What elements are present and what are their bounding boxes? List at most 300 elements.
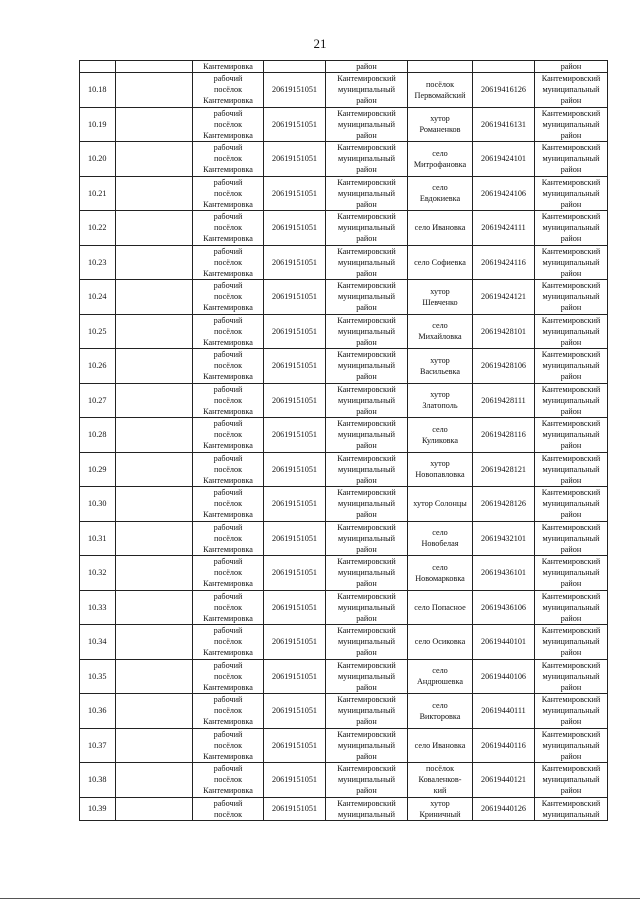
table-row — [80, 142, 608, 177]
cell-settlement-code: 20619151051 — [264, 142, 326, 177]
cell-line: рабочий — [213, 143, 243, 153]
cell-line: район — [560, 648, 582, 658]
cell-line: посёлок — [213, 706, 243, 716]
cell-place-name — [408, 556, 473, 591]
cell-line: Кантемировка — [203, 682, 253, 692]
cell-place-code: 20619440116 — [473, 728, 535, 763]
cell-line: посёлок — [213, 533, 243, 543]
cell-line: Евдокиевка — [419, 194, 461, 204]
cell-line: Кантемировский — [337, 798, 396, 808]
cell-row-number: 10.34 — [80, 625, 116, 660]
cell-line: посёлок — [213, 430, 243, 440]
cell-line: Кантемировский — [337, 315, 396, 325]
cell-blank-column — [116, 797, 193, 820]
cell-place-name — [408, 659, 473, 694]
cell-line: Кантемировский — [541, 522, 601, 532]
cell-line: Кантемировский — [541, 660, 601, 670]
cell-line: муниципальный — [338, 257, 395, 267]
cell-line: Кантемировский — [337, 384, 396, 394]
cell-blank-column — [116, 521, 193, 556]
table-row — [80, 590, 608, 625]
cell-settlement-name — [193, 142, 264, 177]
cell-line: Кантемировка — [203, 544, 253, 554]
cell-line: район — [356, 544, 377, 554]
cell-row-number: 10.19 — [80, 107, 116, 142]
cell-line: Кантемировка — [203, 268, 253, 278]
cell-settlement-code: 20619151051 — [264, 211, 326, 246]
cell-line: Кантемировский — [337, 591, 396, 601]
cell-line: Кантемировский — [337, 695, 396, 705]
cell-settlement-code: 20619151051 — [264, 176, 326, 211]
cell-settlement-name — [193, 797, 264, 820]
cell-line: рабочий — [213, 591, 243, 601]
cell-line: Кантемировский — [541, 74, 601, 84]
cell-district-name — [326, 728, 408, 763]
cell-row-number: 10.31 — [80, 521, 116, 556]
cell-line: хутор — [430, 355, 450, 365]
cell-line: Кантемировка — [203, 717, 253, 727]
cell-place-name — [408, 418, 473, 453]
cell-line: Кантемировка — [203, 475, 253, 485]
cell-district-name — [326, 176, 408, 211]
cell-line: район — [560, 717, 582, 727]
cell-line: Кантемировский — [541, 315, 601, 325]
cell-line: Кантемировский — [337, 281, 396, 291]
cell-line: Кантемировский — [541, 453, 601, 463]
cell-line: рабочий — [213, 695, 243, 705]
cell-line: Кантемировский — [541, 591, 601, 601]
cell-line: рабочий — [213, 488, 243, 498]
cell-settlement-name: Кантемировка — [193, 61, 264, 73]
cell-line: рабочий — [213, 384, 243, 394]
cell-settlement-code: 20619151051 — [264, 590, 326, 625]
cell-settlement-name — [193, 349, 264, 384]
cell-settlement-name — [193, 107, 264, 142]
cell-district-name — [326, 314, 408, 349]
cell-line: муниципальный — [542, 809, 600, 819]
cell-line: Кантемировский — [337, 108, 396, 118]
cell-line: муниципальный — [338, 775, 395, 785]
cell-line: муниципальный — [542, 568, 600, 578]
cell-row-number: 10.28 — [80, 418, 116, 453]
cell-settlement-code: 20619151051 — [264, 521, 326, 556]
table-row — [80, 349, 608, 384]
cell-line: Криничный — [419, 809, 461, 819]
cell-row-number: 10.21 — [80, 176, 116, 211]
cell-line: Кантемировский — [337, 660, 396, 670]
cell-district-name — [326, 590, 408, 625]
cell-line: район — [356, 717, 377, 727]
cell-line: Новомарковка — [415, 573, 465, 583]
cell-place-code: 20619428121 — [473, 452, 535, 487]
cell-line: рабочий — [213, 281, 243, 291]
cell-district-name — [326, 280, 408, 315]
cell-line: муниципальный — [338, 740, 395, 750]
table-row — [80, 211, 608, 246]
cell-place-name — [408, 61, 473, 73]
page-bottom-rule — [0, 898, 640, 899]
cell-settlement-code: 20619151051 — [264, 625, 326, 660]
cell-line: кий — [433, 786, 447, 796]
cell-settlement-name — [193, 763, 264, 798]
cell-line: посёлок — [425, 764, 455, 774]
cell-place-district — [535, 625, 608, 660]
cell-line: Кантемировский — [337, 557, 396, 567]
cell-place-district — [535, 107, 608, 142]
cell-line: Кантемировский — [541, 246, 601, 256]
cell-line: район — [560, 337, 582, 347]
cell-settlement-code: 20619151051 — [264, 107, 326, 142]
cell-row-number: 10.38 — [80, 763, 116, 798]
cell-line: муниципальный — [542, 154, 600, 164]
cell-row-number: 10.22 — [80, 211, 116, 246]
cell-line: село — [432, 700, 448, 710]
cell-line: район — [560, 682, 582, 692]
cell-settlement-code: 20619151051 — [264, 763, 326, 798]
cell-line: село Софиевка — [414, 257, 466, 267]
cell-line: муниципальный — [338, 223, 395, 233]
cell-row-number: 10.33 — [80, 590, 116, 625]
cell-line: Кантемировка — [203, 337, 253, 347]
cell-line: Кантемировка — [203, 441, 253, 451]
cell-line: район — [356, 475, 377, 485]
table-row — [80, 728, 608, 763]
cell-line: муниципальный — [338, 637, 395, 647]
cell-place-district — [535, 142, 608, 177]
cell-settlement-code: 20619151051 — [264, 280, 326, 315]
cell-place-name — [408, 590, 473, 625]
cell-line: муниципальный — [542, 257, 600, 267]
cell-place-name — [408, 728, 473, 763]
cell-place-code: 20619436106 — [473, 590, 535, 625]
cell-line: Кантемировка — [203, 648, 253, 658]
cell-line: Кантемировский — [541, 729, 601, 739]
cell-line: село Ивановка — [414, 740, 466, 750]
cell-line: посёлок — [425, 79, 455, 89]
cell-district-name — [326, 418, 408, 453]
cell-row-number: 10.37 — [80, 728, 116, 763]
cell-line: Кантемировский — [337, 488, 396, 498]
cell-district-name — [326, 211, 408, 246]
cell-settlement-code: 20619151051 — [264, 728, 326, 763]
cell-line: рабочий — [213, 660, 243, 670]
cell-line: Кантемировка — [203, 372, 253, 382]
cell-line: хутор — [430, 390, 450, 400]
cell-place-district — [535, 694, 608, 729]
cell-line: район — [356, 96, 377, 106]
cell-line: Кантемировка — [203, 165, 253, 175]
cell-line: муниципальный — [338, 361, 395, 371]
cell-line: Кантемировский — [337, 74, 396, 84]
cell-line: село Ивановка — [414, 223, 466, 233]
cell-line: хутор — [430, 459, 450, 469]
cell-line: район — [356, 613, 377, 623]
cell-place-code: 20619428111 — [473, 383, 535, 418]
cell-place-name — [408, 211, 473, 246]
cell-line: Кантемировский — [541, 488, 601, 498]
cell-district-name — [326, 487, 408, 522]
cell-line: Кантемировский — [337, 453, 396, 463]
cell-line: муниципальный — [542, 188, 600, 198]
cell-place-code: 20619428116 — [473, 418, 535, 453]
table-row — [80, 659, 608, 694]
cell-line: посёлок — [213, 637, 243, 647]
cell-settlement-name — [193, 694, 264, 729]
cell-district-name — [326, 245, 408, 280]
cell-line: район — [560, 268, 582, 278]
cell-place-code: 20619424101 — [473, 142, 535, 177]
cell-line: район — [560, 441, 582, 451]
cell-line: Коваленков- — [418, 775, 462, 785]
cell-place-district — [535, 590, 608, 625]
cell-line: посёлок — [213, 464, 243, 474]
cell-blank-column — [116, 418, 193, 453]
cell-settlement-name — [193, 521, 264, 556]
cell-line: муниципальный — [542, 706, 600, 716]
cell-place-code: 20619440126 — [473, 797, 535, 820]
cell-place-code: 20619428101 — [473, 314, 535, 349]
cell-district-name — [326, 142, 408, 177]
cell-line: Кантемировский — [541, 764, 601, 774]
table-row — [80, 280, 608, 315]
cell-blank-column — [116, 142, 193, 177]
cell-district-name — [326, 694, 408, 729]
cell-line: Новобелая — [421, 539, 459, 549]
cell-settlement-name — [193, 383, 264, 418]
cell-line: посёлок — [213, 119, 243, 129]
cell-line: Кантемировка — [203, 579, 253, 589]
cell-line: муниципальный — [338, 706, 395, 716]
cell-line: село — [432, 148, 448, 158]
table-row — [80, 763, 608, 798]
cell-line: Кантемировка — [203, 96, 253, 106]
cell-line: Романенков — [419, 125, 461, 135]
cell-line: Кантемировский — [337, 143, 396, 153]
cell-place-district — [535, 556, 608, 591]
cell-line: рабочий — [213, 764, 243, 774]
cell-line: рабочий — [213, 350, 243, 360]
cell-line: Шевченко — [422, 297, 458, 307]
cell-place-code: 20619424106 — [473, 176, 535, 211]
cell-line: Новопавловка — [415, 470, 465, 480]
cell-line: муниципальный — [338, 188, 395, 198]
cell-line: рабочий — [213, 246, 243, 256]
cell-blank-column — [116, 280, 193, 315]
cell-place-name — [408, 73, 473, 108]
cell-place-code: 20619440121 — [473, 763, 535, 798]
cell-settlement-name — [193, 452, 264, 487]
cell-line: рабочий — [213, 798, 243, 808]
settlements-table — [79, 60, 608, 821]
cell-blank-column — [116, 73, 193, 108]
cell-place-name — [408, 625, 473, 660]
cell-place-code: 20619440106 — [473, 659, 535, 694]
cell-line: район — [560, 475, 582, 485]
cell-place-district — [535, 176, 608, 211]
table-row — [80, 797, 608, 820]
cell-line: хутор — [430, 286, 450, 296]
cell-line: Кантемировский — [541, 419, 601, 429]
cell-place-district — [535, 521, 608, 556]
cell-line: посёлок — [213, 223, 243, 233]
cell-place-code: 20619428106 — [473, 349, 535, 384]
cell-line: посёлок — [213, 568, 243, 578]
cell-blank-column — [116, 763, 193, 798]
cell-line: муниципальный — [338, 533, 395, 543]
cell-line: посёлок — [213, 395, 243, 405]
cell-line: муниципальный — [338, 602, 395, 612]
cell-row-number: 10.25 — [80, 314, 116, 349]
cell-line: хутор — [430, 114, 450, 124]
cell-line: район — [356, 751, 377, 761]
cell-settlement-name — [193, 245, 264, 280]
cell-place-district — [535, 73, 608, 108]
cell-place-code: 20619424116 — [473, 245, 535, 280]
cell-line: муниципальный — [542, 775, 600, 785]
cell-line: муниципальный — [338, 430, 395, 440]
cell-place-district — [535, 245, 608, 280]
cell-line: Кантемировка — [203, 751, 253, 761]
cell-line: Кантемировка — [203, 234, 253, 244]
cell-line: муниципальный — [338, 499, 395, 509]
cell-line: посёлок — [213, 326, 243, 336]
cell-line: муниципальный — [542, 85, 600, 95]
cell-place-code: 20619424121 — [473, 280, 535, 315]
cell-line: Кантемировка — [203, 303, 253, 313]
cell-line: посёлок — [213, 602, 243, 612]
cell-line: рабочий — [213, 108, 243, 118]
cell-settlement-code: 20619151051 — [264, 314, 326, 349]
cell-line: Кантемировка — [203, 199, 253, 209]
cell-line: муниципальный — [542, 292, 600, 302]
cell-line: район — [356, 579, 377, 589]
cell-settlement-name — [193, 211, 264, 246]
cell-blank-column — [116, 625, 193, 660]
cell-row-number: 10.36 — [80, 694, 116, 729]
cell-place-name — [408, 349, 473, 384]
cell-settlement-code: 20619151051 — [264, 659, 326, 694]
cell-line: муниципальный — [542, 395, 600, 405]
cell-line: рабочий — [213, 315, 243, 325]
cell-line: Кантемировский — [337, 350, 396, 360]
cell-line: район — [560, 786, 582, 796]
cell-place-code — [473, 61, 535, 73]
table-body — [80, 61, 608, 821]
cell-settlement-code: 20619151051 — [264, 383, 326, 418]
cell-place-name — [408, 314, 473, 349]
cell-line: район — [560, 234, 582, 244]
cell-row-number: 10.20 — [80, 142, 116, 177]
cell-row-number: 10.26 — [80, 349, 116, 384]
cell-settlement-name — [193, 487, 264, 522]
cell-line: район — [560, 544, 582, 554]
cell-line: район — [356, 372, 377, 382]
cell-line: Кантемировский — [337, 246, 396, 256]
cell-line: муниципальный — [542, 223, 600, 233]
cell-place-name — [408, 176, 473, 211]
cell-row-number: 10.27 — [80, 383, 116, 418]
cell-line: посёлок — [213, 188, 243, 198]
cell-place-code: 20619436101 — [473, 556, 535, 591]
cell-line: Кантемировский — [541, 350, 601, 360]
cell-place-code: 20619416131 — [473, 107, 535, 142]
cell-line: Кантемировский — [337, 764, 396, 774]
cell-place-code: 20619432101 — [473, 521, 535, 556]
cell-line: муниципальный — [338, 671, 395, 681]
cell-line: Златополь — [422, 401, 458, 411]
cell-line: Кантемировский — [541, 281, 601, 291]
cell-line: район — [356, 303, 377, 313]
cell-line: район — [560, 406, 582, 416]
cell-settlement-code — [264, 61, 326, 73]
cell-line: посёлок — [213, 292, 243, 302]
cell-line: район — [560, 510, 582, 520]
cell-row-number — [80, 61, 116, 73]
table-row — [80, 694, 608, 729]
cell-settlement-name — [193, 418, 264, 453]
cell-blank-column — [116, 452, 193, 487]
cell-line: посёлок — [213, 740, 243, 750]
cell-place-district — [535, 349, 608, 384]
cell-line: село — [432, 528, 448, 538]
cell-place-district — [535, 797, 608, 820]
cell-district-name — [326, 659, 408, 694]
cell-line: район — [356, 165, 377, 175]
cell-place-code: 20619428126 — [473, 487, 535, 522]
cell-line: район — [356, 786, 377, 796]
cell-place-name — [408, 142, 473, 177]
cell-line: посёлок — [213, 499, 243, 509]
cell-line: муниципальный — [338, 85, 395, 95]
cell-place-name — [408, 694, 473, 729]
cell-line: Первомайский — [414, 90, 466, 100]
cell-row-number: 10.39 — [80, 797, 116, 820]
cell-line: рабочий — [213, 522, 243, 532]
cell-district-name — [326, 625, 408, 660]
cell-district-name — [326, 556, 408, 591]
cell-blank-column — [116, 694, 193, 729]
cell-blank-column — [116, 176, 193, 211]
cell-line: муниципальный — [338, 326, 395, 336]
cell-line: муниципальный — [542, 637, 600, 647]
cell-place-name — [408, 107, 473, 142]
cell-line: район — [356, 199, 377, 209]
cell-line: муниципальный — [338, 154, 395, 164]
cell-settlement-code: 20619151051 — [264, 349, 326, 384]
cell-settlement-name — [193, 728, 264, 763]
cell-settlement-code: 20619151051 — [264, 418, 326, 453]
cell-place-name — [408, 763, 473, 798]
cell-line: село — [432, 321, 448, 331]
cell-line: район — [356, 510, 377, 520]
cell-settlement-name — [193, 73, 264, 108]
cell-line: муниципальный — [542, 464, 600, 474]
table-row — [80, 418, 608, 453]
cell-district-name — [326, 107, 408, 142]
cell-settlement-name — [193, 659, 264, 694]
cell-line: Кантемировка — [203, 406, 253, 416]
cell-line: муниципальный — [542, 671, 600, 681]
cell-district-name: район — [326, 61, 408, 73]
cell-place-district — [535, 763, 608, 798]
cell-settlement-name — [193, 314, 264, 349]
table-row — [80, 73, 608, 108]
cell-row-number: 10.32 — [80, 556, 116, 591]
cell-line: Кантемировка — [203, 510, 253, 520]
cell-line: Васильевка — [420, 366, 460, 376]
cell-place-code: 20619416126 — [473, 73, 535, 108]
cell-line: посёлок — [213, 671, 243, 681]
